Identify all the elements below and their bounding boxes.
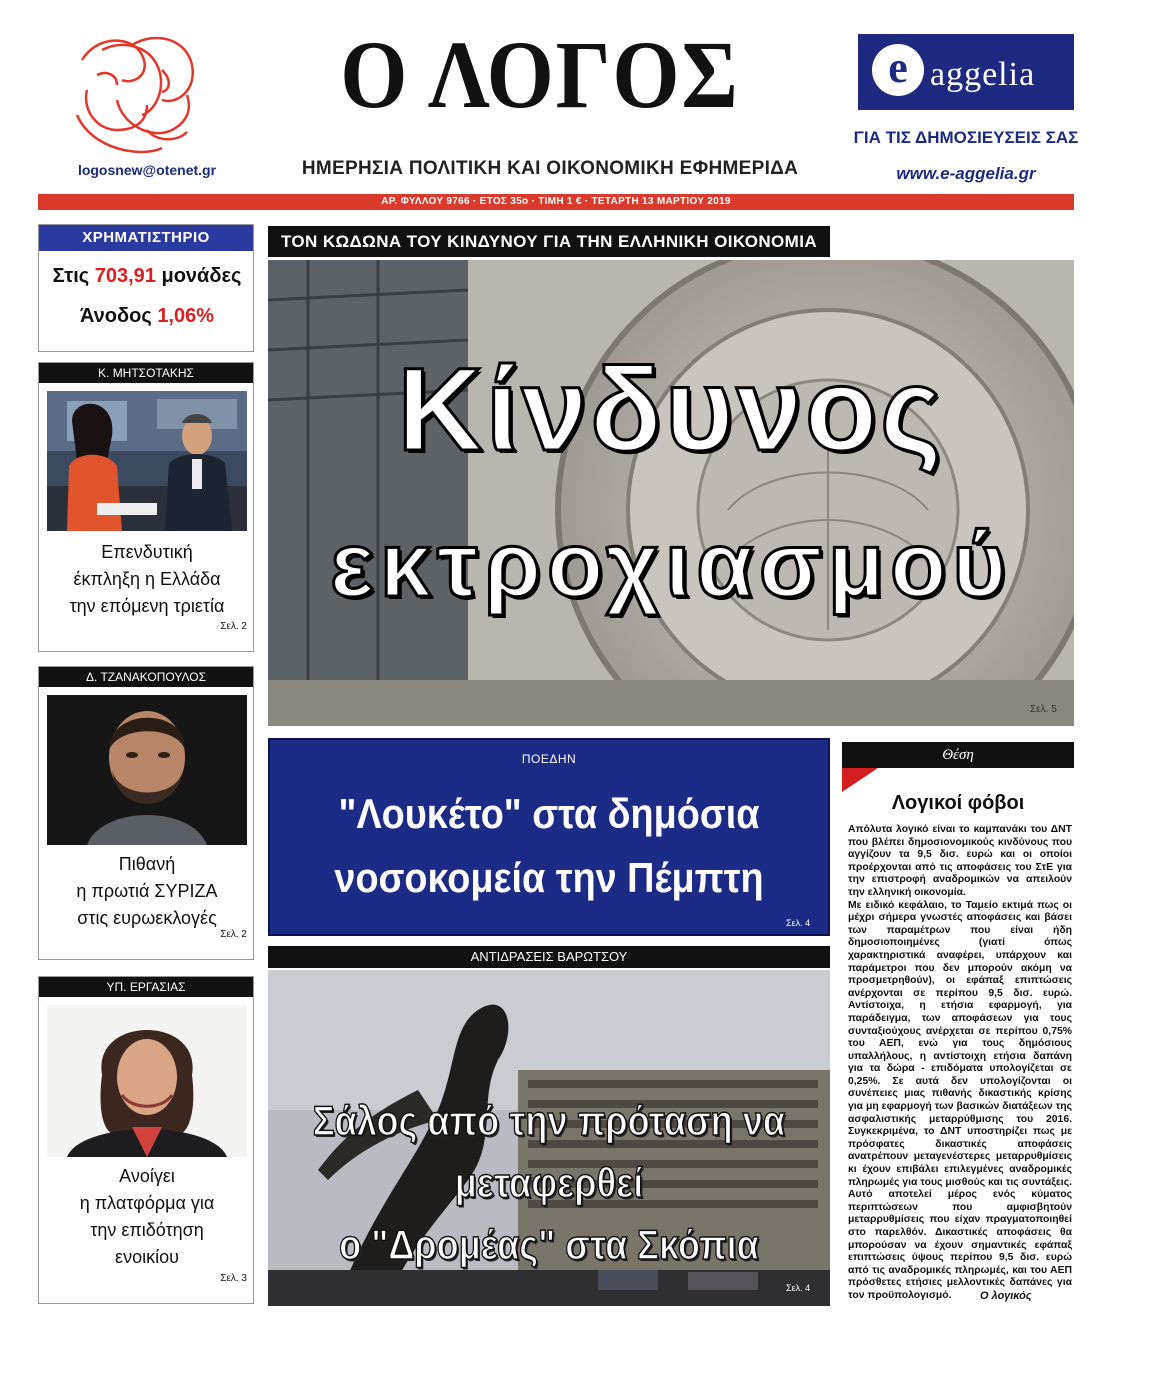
sidebar-header: Κ. ΜΗΤΣΟΤΑΚΗΣ (39, 363, 253, 383)
sidebar-story-text: Πιθανή η πρωτιά ΣΥΡΙΖΑ στις ευρωεκλογές (76, 854, 218, 928)
market-box (38, 224, 254, 352)
newspaper-subtitle: ΗΜΕΡΗΣΙΑ ΠΟΛΙΤΙΚΗ ΚΑΙ ΟΙΚΟΝΟΜΙΚΗ ΕΦΗΜΕΡΙΔΑ (301, 158, 799, 179)
page-ref: Σελ. 2 (220, 929, 247, 940)
lead-kicker: ΤΟΝ ΚΩΔΩΝΑ ΤΟΥ ΚΙΝΔΥΝΟΥ ΓΙΑ ΤΗΝ ΕΛΛΗΝΙΚΗ ΟΙΚΟΝΟΜΙΑ (268, 226, 830, 257)
varvitsiotis-headline[interactable]: Σάλος από την πρόταση να μεταφερθεί ο "Δρομέας" στα Σκόπια (312, 1097, 786, 1268)
sidebar-story-tzanakopoulos[interactable] (38, 666, 254, 960)
opinion-red-corner (842, 768, 878, 792)
photo-mitsotakis-interview (47, 391, 247, 531)
photo-labour-minister (47, 1005, 247, 1157)
varvitsiotis-kicker: ΑΝΤΙΔΡΑΣΕΙΣ ΒΑΡΩΤΣΟΥ (268, 946, 830, 968)
varvitsiotis-page-ref: Σελ. 4 (786, 1283, 811, 1293)
page-ref: Σελ. 2 (220, 621, 247, 632)
eaggelia-logo-icon: e (872, 44, 924, 96)
lead-page-ref: Σελ. 5 (1030, 704, 1057, 715)
newspaper-title: Ο ΛΟΓΟΣ (340, 21, 740, 128)
ad-tagline: ΓΙΑ ΤΙΣ ΔΗΜΟΣΙΕΥΣΕΙΣ ΣΑΣ (853, 128, 1079, 147)
lead-photo-imf-seal (268, 260, 1074, 726)
sidebar-story-ypergasias[interactable] (38, 976, 254, 1304)
logo-illustration (62, 30, 212, 160)
market-change-value: 1,06% (157, 305, 215, 327)
photo-tzanakopoulos (47, 695, 247, 845)
market-index-line: Στις 703,91 μονάδες (52, 265, 242, 287)
market-change-line: Άνοδος 1,06% (79, 305, 215, 327)
opinion-signature: Ο λογικός (980, 1290, 1032, 1302)
lead-headline-line1[interactable]: Κίνδυνος (397, 344, 945, 476)
ad-url[interactable]: www.e-aggelia.gr (896, 164, 1036, 183)
market-header: ΧΡΗΜΑΤΙΣΤΗΡΙΟ (39, 225, 253, 251)
sidebar-header: ΥΠ. ΕΡΓΑΣΙΑΣ (39, 977, 253, 997)
issue-line: ΑΡ. ΦΥΛΛΟΥ 9766 · ΕΤΟΣ 35ο · ΤΙΜΗ 1 € · ΤΕΤΑΡΤΗ 13 ΜΑΡΤΙΟΥ 2019 (381, 196, 731, 207)
contact-email[interactable]: logosnew@otenet.gr (77, 162, 217, 178)
opinion-body: Απόλυτα λογικό είναι το καμπανάκι του ΔΝΤ που βλέπει δημοσιονομικούς κινδύνους που αγγίζουν τα 9,5 δισ. ευρώ και οι οποίοι προέρχονται από τις αποφάσεις του ΣτΕ για την επιστροφή αναδρομικών να απειλούν την ελληνική οικονομία. Με ειδικό κεφάλαιο, το Ταμείο εκτιμά πως οι μέχρι σήμερα γνωστές αποφάσεις και βάσει των παραμέτρων που είναι ήδη δημοσιοποιημένες (γιατί όπως χαρακτηριστικά αναφέρει, υπάρχουν και παράμετροι που δεν μπορούν ακόμη να προσμετρηθούν), οι εφάπαξ επιπτώσεις ανέρχονται σε περίπου 9,5 δισ. ευρώ. Αντίστοιχα, η ετήσια εφαρμογή, για παράδειγμα, των αποφάσεων για τους συνταξιούχους ανέρχεται σε περίπου 0,75% του ΑΕΠ, ενώ για τους δημόσιους υπαλλήλους, η αντίστοιχη ετήσια δαπάνη για τα δώρα - επιδόματα υπολογίζεται σε 0,25%. Σε αυτά δεν υπολογίζονται οι συνέπειες μιας πιθανής δικαστικής κρίσης για μη εφαρμογή των βασικών διατάξεων της ασφαλιστικής μεταρρύθμισης του 2016. Συγκεκριμένα, το ΔΝΤ υποστηρίζει πως με πρόσφατες δικαστικές αποφάσεις ανατρέπουν μεταγενέστερες μεταρρυθμίσεις κι έχουν επιβάλει επιλεγμένες αναδρομικές πληρωμές για τους μισθούς και τις συντάξεις. Αυτό αποτελεί μέρος ενός κύματος περιπτώσεων που αμφισβητούν μεταρρυθμίσεις που είχαν πραγματοποιηθεί στο παρελθόν. Δικαστικές αποφάσεις θα μπορούσαν να έχουν σημαντικές εφάπαξ επιπτώσεις ύψους περίπου 9,5 δισ. ευρώ από τις αναδρομικές πληρωμές, και του ΑΕΠ πρόσθετες ετήσιες μελλοντικές δαπάνες για τον προϋπολογισμό. (848, 824, 1072, 1301)
sidebar-header: Δ. ΤΖΑΝΑΚΟΠΟΥΛΟΣ (39, 667, 253, 687)
page-ref: Σελ. 3 (220, 1273, 247, 1284)
eaggelia-logo-word: aggelia (930, 56, 1036, 93)
poedin-kicker: ΠΟΕΔΗΝ (521, 752, 577, 766)
opinion-label: Θέση (842, 742, 1074, 768)
sidebar-story-mitsotakis[interactable] (38, 362, 254, 652)
lead-headline-line2[interactable]: εκτροχιασμού (330, 514, 1012, 616)
sidebar-story-text: Ανοίγει η πλατφόρμα για την επιδότηση ενοικίου (79, 1166, 215, 1267)
opinion-title[interactable]: Λογικοί φόβοι (891, 792, 1025, 814)
poedin-headline[interactable]: "Λουκέτο" στα δημόσια νοσοκομεία την Πέμπτη (334, 790, 764, 901)
market-index-value: 703,91 (94, 265, 156, 287)
sidebar-story-text: Επενδυτική έκπληξη η Ελλάδα την επόμενη τριετία (69, 542, 225, 616)
poedin-page-ref: Σελ. 4 (786, 918, 811, 928)
